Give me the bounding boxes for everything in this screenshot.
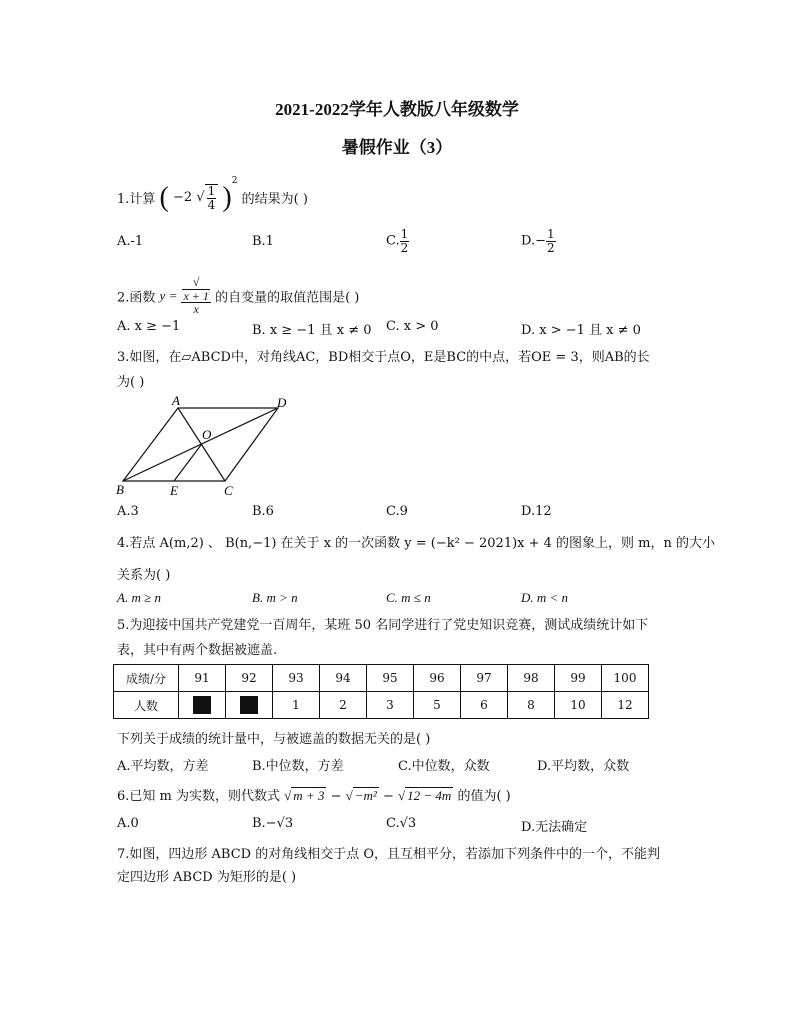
table-cell: 2 xyxy=(320,692,367,719)
label-a: A xyxy=(172,393,180,408)
q5-line1: 5.为迎接中国共产党建党一百周年，某班 50 名同学进行了党史知识竞赛，测试成绩统计如下 xyxy=(117,618,649,633)
q2-option-c: C. x > 0 xyxy=(386,319,439,334)
label-e: E xyxy=(170,483,178,498)
table-cell: 成绩/分 xyxy=(114,665,179,692)
label-b: B xyxy=(116,482,124,497)
q3-line1: 3.如图，在▱ABCD中，对角线AC，BD相交于点O，E是BC的中点，若OE = 3，则AB的长 xyxy=(117,350,650,365)
score-table xyxy=(113,664,649,719)
q4-option-a: A. m ≥ n xyxy=(117,590,161,605)
q2-option-b: B. x ≥ −1 且 x ≠ 0 xyxy=(252,323,372,338)
q6-option-c: C.√3 xyxy=(386,816,417,831)
diagonal-bd xyxy=(123,408,278,481)
q3-line2: 为( ) xyxy=(117,375,145,390)
q1-frac-num: 1 xyxy=(207,183,216,198)
table-cell: 95 xyxy=(367,665,414,692)
q1-sqrt: √ xyxy=(196,190,205,205)
q1-power: 2 xyxy=(231,176,238,186)
q1-expression: ( xyxy=(159,181,169,213)
q6-option-b: B.−√3 xyxy=(252,816,294,831)
q1-coef: −2 xyxy=(173,190,193,205)
table-cell: 100 xyxy=(602,665,649,692)
q5-option-d: D.平均数，众数 xyxy=(537,759,630,774)
q7-line1: 7.如图，四边形 ABCD 的对角线相交于点 O，且互相平分，若添加下列条件中的一个，不能判 xyxy=(117,847,661,862)
q3-option-c: C.9 xyxy=(386,504,408,519)
q2-fraction: √ x + 1 x xyxy=(183,275,209,317)
q1-option-a: A.-1 xyxy=(117,234,144,249)
q2-y-eq: y = xyxy=(159,287,178,303)
q5-option-b: B.中位数，方差 xyxy=(252,759,344,774)
label-c: C xyxy=(224,483,233,498)
table-row xyxy=(114,692,649,719)
parallelogram-figure xyxy=(110,393,310,501)
question-6: 6.已知 m 为实数，则代数式 √ m + 3 − √ −m² − √ 12 − 4m 的值为( ) xyxy=(117,788,511,804)
q7-line2: 定四边形 ABCD 为矩形的是( ) xyxy=(117,870,297,885)
q4-option-b: B. m > n xyxy=(252,590,298,605)
q6-root2: −m² xyxy=(354,788,377,803)
q6-root1: m + 3 xyxy=(293,788,325,803)
q2-suffix: 的自变量的取值范围是( ) xyxy=(215,290,360,306)
label-o: O xyxy=(202,427,212,442)
page-subtitle: 暑假作业（3） xyxy=(341,138,453,157)
question-1: 1.计算 ( −2 √ $\frac{1}{4}$ )$^2$ 的结果为( ) xyxy=(117,176,308,213)
q3-option-a: A.3 xyxy=(117,504,139,519)
q1-frac-den: 4 xyxy=(207,197,216,212)
table-cell: 99 xyxy=(555,665,602,692)
table-cell: 97 xyxy=(461,665,508,692)
table-row xyxy=(114,665,649,692)
table-cell: 92 xyxy=(226,665,273,692)
q2-prefix: 2.函数 xyxy=(117,290,156,306)
q4-option-c: C. m ≤ n xyxy=(386,590,431,605)
q3-option-b: B.6 xyxy=(252,504,274,519)
table-cell: 8 xyxy=(508,692,555,719)
q1-prefix: 1.计算 xyxy=(117,192,156,207)
table-cell-masked xyxy=(179,692,226,719)
table-cell: 人数 xyxy=(114,692,179,719)
table-cell: 5 xyxy=(414,692,461,719)
q1-option-b: B.1 xyxy=(252,234,274,249)
table-cell: 93 xyxy=(273,665,320,692)
q1-suffix: 的结果为( ) xyxy=(241,192,308,207)
q4-line2: 关系为( ) xyxy=(117,568,171,583)
q5-option-a: A.平均数，方差 xyxy=(117,759,209,774)
table-cell: 91 xyxy=(179,665,226,692)
table-cell: 3 xyxy=(367,692,414,719)
table-cell-masked xyxy=(226,692,273,719)
question-2 xyxy=(117,276,359,316)
table-cell: 12 xyxy=(602,692,649,719)
q1-option-d: D.− $\frac{1}{2}$ xyxy=(521,227,555,255)
q5-line3: 下列关于成绩的统计量中，与被遮盖的数据无关的是( ) xyxy=(117,732,431,747)
page-title: 2021-2022学年人教版八年级数学 xyxy=(275,100,519,119)
q6-option-a: A.0 xyxy=(117,816,139,831)
q3-option-d: D.12 xyxy=(521,504,552,519)
table-cell: 1 xyxy=(273,692,320,719)
q6-prefix: 6.已知 m 为实数，则代数式 xyxy=(117,789,280,804)
q6-suffix: 的值为( ) xyxy=(457,789,511,804)
q6-option-d: D.无法确定 xyxy=(521,820,588,835)
table-cell: 96 xyxy=(414,665,461,692)
q6-root3: 12 − 4m xyxy=(407,788,452,803)
q5-option-c: C.中位数，众数 xyxy=(398,759,490,774)
table-cell: 94 xyxy=(320,665,367,692)
table-cell: 6 xyxy=(461,692,508,719)
table-cell: 10 xyxy=(555,692,602,719)
q1-option-c: C. $\frac{1}{2}$ xyxy=(386,227,409,255)
mask-block xyxy=(240,696,258,714)
mask-block xyxy=(193,696,211,714)
q1-fraction xyxy=(205,184,219,211)
q4-line1: 4.若点 A(m,2) 、 B(n,−1) 在关于 x 的一次函数 y = (−k² − 2021)x + 4 的图象上，则 m，n 的大小 xyxy=(117,536,716,551)
table-cell: 98 xyxy=(508,665,555,692)
q5-line2: 表，其中有两个数据被遮盖. xyxy=(117,643,278,658)
q2-option-d: D. x > −1 且 x ≠ 0 xyxy=(521,323,641,338)
q2-option-a: A. x ≥ −1 xyxy=(117,319,181,334)
label-d: D xyxy=(277,395,287,410)
q4-option-d: D. m < n xyxy=(521,590,569,605)
